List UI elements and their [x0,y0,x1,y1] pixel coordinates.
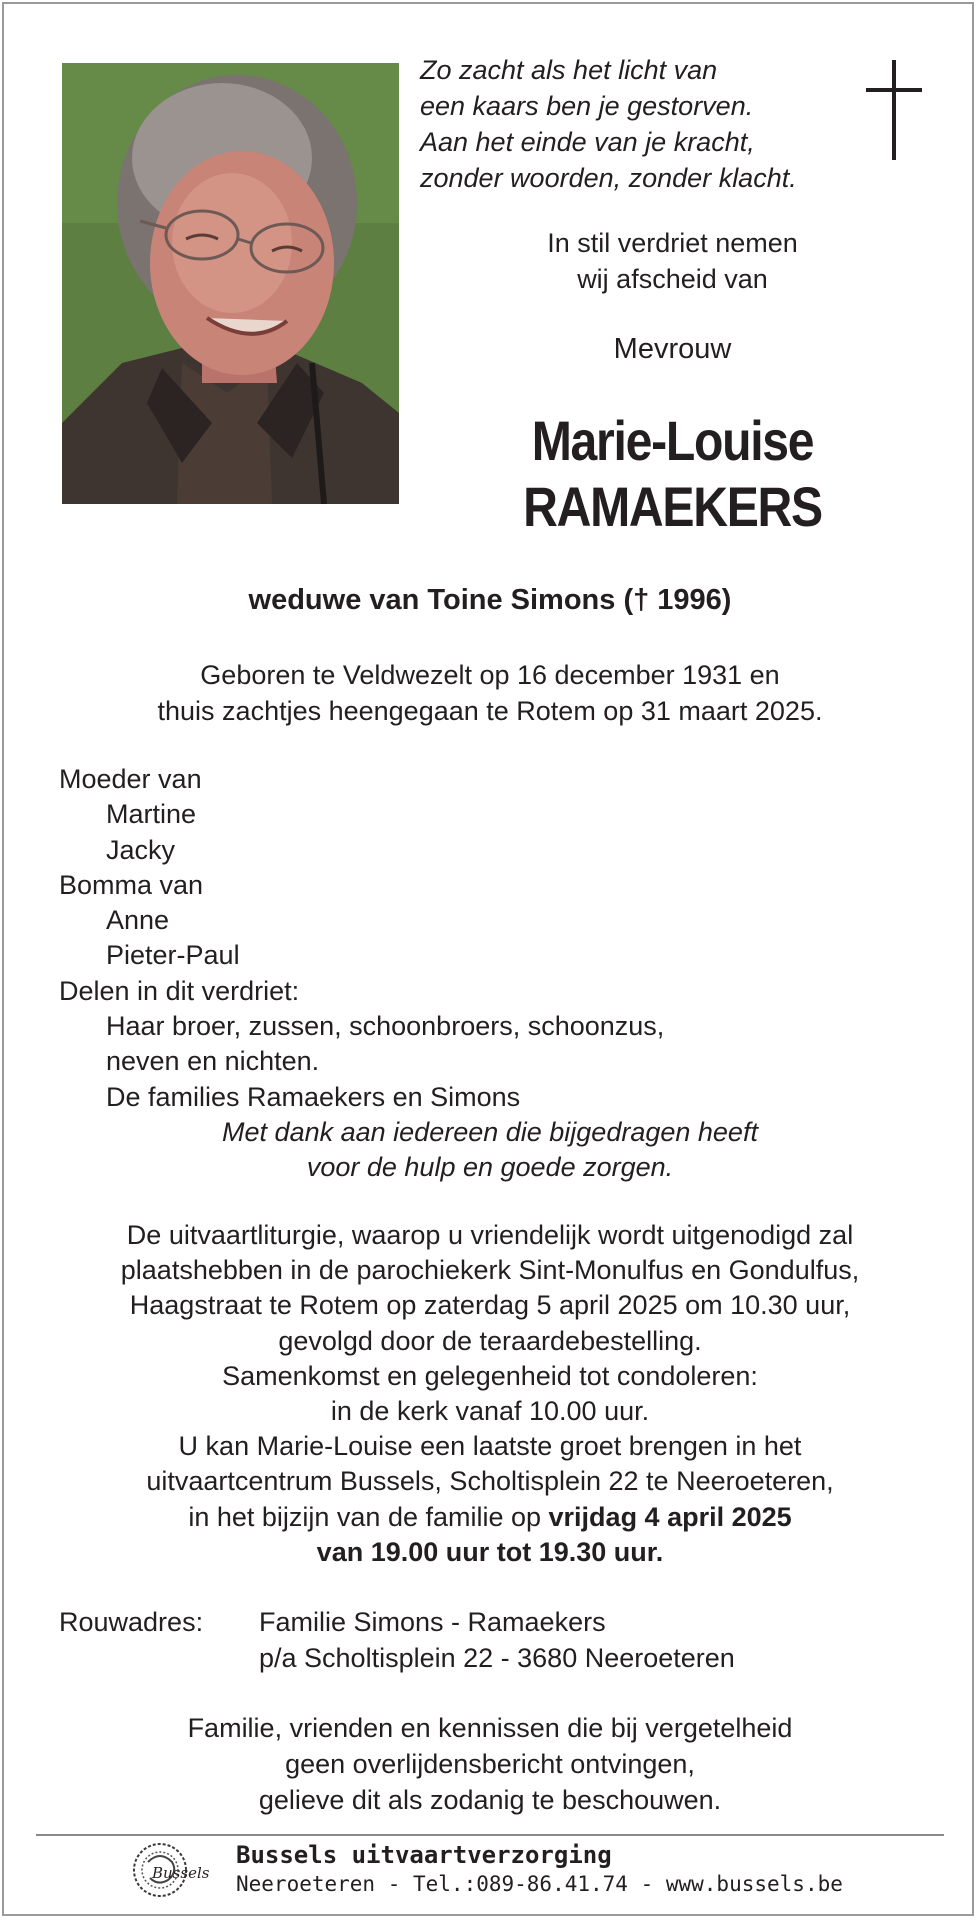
funeral-line: Samenkomst en gelegenheid tot condoleren: [222,1360,758,1391]
notice-text [0,1710,980,1818]
funeral-line: uitvaartcentrum Bussels, Scholtisplein 22 te Neeroeteren, [146,1466,834,1497]
mourning-address [59,1604,939,1676]
funeral-line: plaatshebben in de parochiekerk Sint-Monulfus en Gondulfus, [120,1255,860,1286]
footer [236,1841,936,1899]
bussels-logo [130,1840,222,1900]
funeral-details [0,1218,980,1570]
visit-line [0,1500,980,1535]
intro-line: wij afscheid van [577,264,768,294]
visit-prefix: in het bijzijn van de familie op [188,1501,549,1532]
child-name: Martine [106,799,197,830]
poem [420,52,860,196]
poem-line: een kaars ben je gestorven. [420,91,754,121]
address-line: p/a Scholtisplein 22 - 3680 Neeroeteren [259,1643,735,1673]
born-line: Geboren te Veldwezelt op 16 december 1931 en [200,660,780,690]
relatives-line: neven en nichten. [106,1046,320,1077]
company-name: Bussels uitvaartverzorging [236,1841,612,1869]
visit-time: van 19.00 uur tot 19.30 uur. [316,1536,664,1567]
salutation: Mevrouw [613,333,732,365]
family-section [59,762,939,1186]
address-line: Familie Simons - Ramaekers [259,1607,606,1637]
funeral-line: De uitvaartliturgie, waarop u vriendelijk wordt uitgenodigd zal [126,1220,854,1250]
relatives-line: De families Ramaekers en Simons [106,1081,521,1112]
grandchild-name: Pieter-Paul [106,940,240,971]
poem-line: Aan het einde van je kracht, [420,127,755,157]
mother-label: Moeder van [59,764,202,794]
funeral-line: Haagstraat te Rotem op zaterdag 5 april 2025 om 10.30 uur, [129,1290,851,1321]
address-label: Rouwadres: [59,1607,204,1637]
relatives-line: Haar broer, zussen, schoonbroers, schoonzus, [106,1011,665,1042]
portrait-photo [62,63,399,504]
intro-text [420,225,925,297]
widow-line: weduwe van Toine Simons († 1996) [248,584,732,616]
grandchild-name: Anne [106,905,170,936]
funeral-line: U kan Marie-Louise een laatste groet brengen in het [178,1431,802,1462]
visit-date: vrijdag 4 april 2025 [548,1501,792,1532]
deceased-name [455,408,889,540]
notice-line: geen overlijdensbericht ontvingen, [285,1749,695,1779]
svg-text:Bussels: Bussels [152,1864,210,1882]
child-name: Jacky [106,834,176,865]
notice-line: gelieve dit als zodanig te beschouwen. [258,1785,722,1815]
funeral-line: gevolgd door de teraardebestelling. [278,1325,702,1356]
footer-divider [36,1834,944,1836]
grandma-label: Bomma van [59,869,204,900]
address-row [59,1640,939,1676]
thanks-line: voor de hulp en goede zorgen. [306,1152,674,1183]
funeral-line: in de kerk vanaf 10.00 uur. [330,1396,650,1427]
birth-death-text [0,657,980,729]
intro-line: In stil verdriet nemen [547,228,798,258]
company-contact: Neeroeteren - Tel.:089-86.41.74 - www.bussels.be [236,1872,843,1896]
cross-icon [866,60,922,160]
first-name: Marie-Louise [531,409,814,472]
visit-time-line [0,1535,980,1570]
notice-line: Familie, vrienden en kennissen die bij vergetelheid [187,1713,793,1743]
address-row [59,1604,939,1640]
address-label-spacer [59,1640,259,1676]
share-label: Delen in dit verdriet: [59,975,300,1006]
poem-line: zonder woorden, zonder klacht. [420,163,797,193]
thanks-line: Met dank aan iedereen die bijgedragen heeft [222,1116,758,1147]
last-name: RAMAEKERS [523,475,822,538]
born-line: thuis zachtjes heengegaan te Rotem op 31 maart 2025. [157,696,823,726]
poem-line: Zo zacht als het licht van [420,55,718,85]
